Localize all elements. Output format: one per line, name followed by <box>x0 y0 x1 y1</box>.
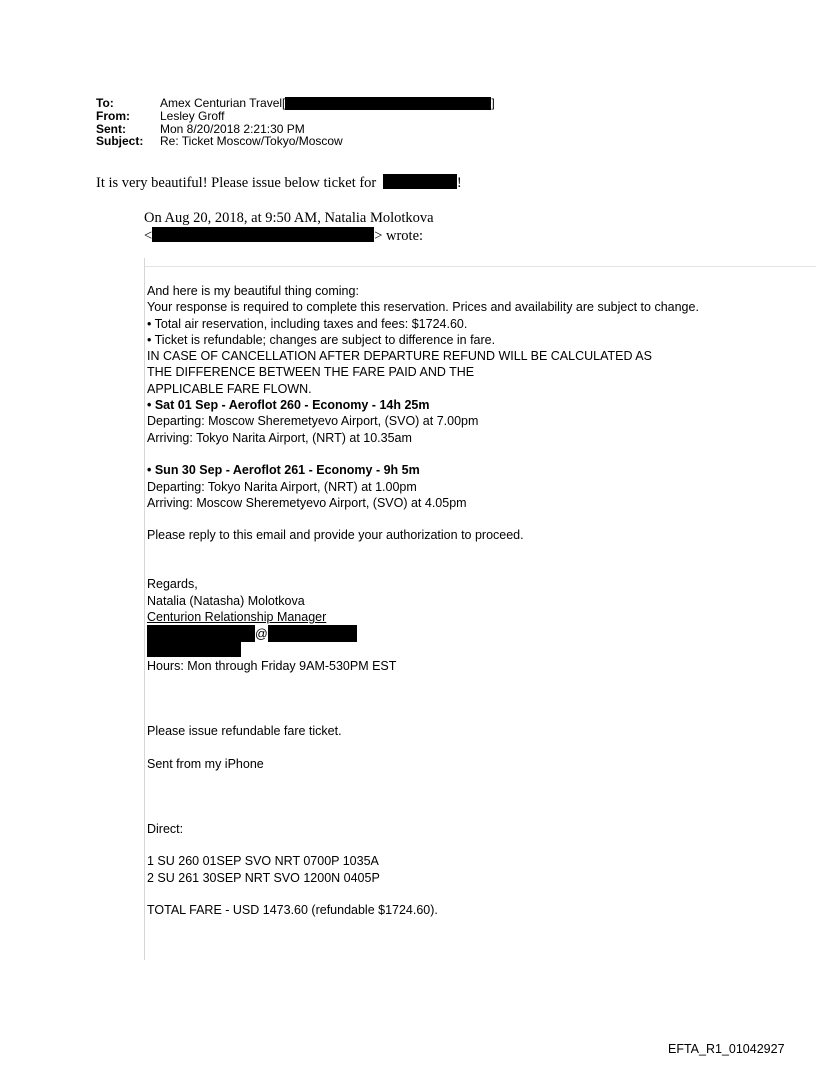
reply-text <box>96 174 462 192</box>
to-label: To: <box>96 96 114 110</box>
sent-value: Mon 8/20/2018 2:21:30 PM <box>160 121 305 136</box>
spacer <box>147 886 699 902</box>
cancellation-line-2: THE DIFFERENCE BETWEEN THE FARE PAID AND THE <box>147 365 475 380</box>
flight-1-title: • Sat 01 Sep - Aeroflot 260 - Economy - 14h 25m <box>147 398 430 413</box>
itinerary-line-2: 2 SU 261 30SEP NRT SVO 1200N 0405P <box>147 870 380 885</box>
spacer <box>147 544 699 560</box>
from-value: Lesley Groff <box>160 109 225 123</box>
spacer <box>147 805 699 821</box>
subject-row <box>96 135 495 148</box>
subject-value: Re: Ticket Moscow/Tokyo/Moscow <box>160 134 343 149</box>
spacer <box>147 690 699 706</box>
cancellation-line-3: APPLICABLE FARE FLOWN. <box>147 381 312 396</box>
flight-1-departing: Departing: Moscow Sheremetyevo Airport, (SVO) at 7.00pm <box>147 414 479 429</box>
quote-header-wrote: > wrote: <box>374 228 424 244</box>
redaction-box <box>147 625 255 642</box>
signature-redacted <box>147 642 699 658</box>
redaction-box <box>383 174 457 189</box>
office-hours: Hours: Mon through Friday 9AM-530PM EST <box>147 658 397 673</box>
redaction-box <box>285 97 491 110</box>
subject-label: Subject: <box>96 134 144 149</box>
bullet-refund: • Ticket is refundable; changes are subject to difference in fare. <box>147 332 496 347</box>
redaction-box <box>268 625 357 642</box>
issue-refundable: Please issue refundable fare ticket. <box>147 724 342 739</box>
flight-2-title: • Sun 30 Sep - Aeroflot 261 - Economy - 9h 5m <box>147 463 420 478</box>
flight-2-arriving: Arriving: Moscow Sheremetyevo Airport, (SVO) at 4.05pm <box>147 495 467 510</box>
direct-label: Direct: <box>147 821 184 836</box>
quote-header-line2 <box>144 227 434 245</box>
spacer <box>147 707 699 723</box>
email-header <box>96 97 495 148</box>
spacer <box>147 788 699 804</box>
email-at: @ <box>255 627 268 642</box>
quote-header-lt: < <box>144 228 153 244</box>
signature-title: Centurion Relationship Manager <box>147 609 327 624</box>
to-value: Amex Centurian Travel[ <box>160 96 286 110</box>
message-intro: And here is my beautiful thing coming: <box>147 284 359 298</box>
sent-from-iphone: Sent from my iPhone <box>147 756 264 771</box>
response-required: Your response is required to complete this reservation. Prices and availability are subject to change. <box>147 300 699 315</box>
quote-header-line1: On Aug 20, 2018, at 9:50 AM, Natalia Molotkova <box>144 210 434 226</box>
spacer <box>147 511 699 527</box>
reply-body: It is very beautiful! Please issue below ticket for <box>96 175 377 191</box>
signature-email <box>147 625 699 641</box>
quote-border <box>144 258 145 960</box>
bullet-total: • Total air reservation, including taxes and fees: $1724.60. <box>147 316 468 331</box>
to-close: ] <box>491 96 495 110</box>
spacer <box>147 560 699 576</box>
total-fare: TOTAL FARE - USD 1473.60 (refundable $1724.60). <box>147 903 438 918</box>
spacer <box>147 739 699 755</box>
redaction-box <box>152 227 374 242</box>
reply-end: ! <box>456 175 462 191</box>
spacer <box>147 772 699 788</box>
flight-1-arriving: Arriving: Tokyo Narita Airport, (NRT) at 10.35am <box>147 430 412 445</box>
quote-header <box>144 210 434 245</box>
please-reply: Please reply to this email and provide your authorization to proceed. <box>147 528 524 543</box>
from-label: From: <box>96 109 130 123</box>
spacer <box>147 674 699 690</box>
signature-name: Natalia (Natasha) Molotkova <box>147 593 305 608</box>
cancellation-line-1: IN CASE OF CANCELLATION AFTER DEPARTURE REFUND WILL BE CALCULATED AS <box>147 349 652 364</box>
itinerary-line-1: 1 SU 260 01SEP SVO NRT 0700P 1035A <box>147 854 379 869</box>
sent-label: Sent: <box>96 121 126 136</box>
from-row <box>96 110 495 123</box>
document-id: EFTA_R1_01042927 <box>668 1042 785 1056</box>
redaction-box <box>147 642 241 657</box>
flight-2-departing: Departing: Tokyo Narita Airport, (NRT) at 1.00pm <box>147 479 417 494</box>
spacer <box>147 837 699 853</box>
quoted-message <box>147 283 699 919</box>
regards: Regards, <box>147 577 198 592</box>
to-row <box>96 97 495 110</box>
quote-divider <box>145 266 816 267</box>
spacer <box>147 446 699 462</box>
